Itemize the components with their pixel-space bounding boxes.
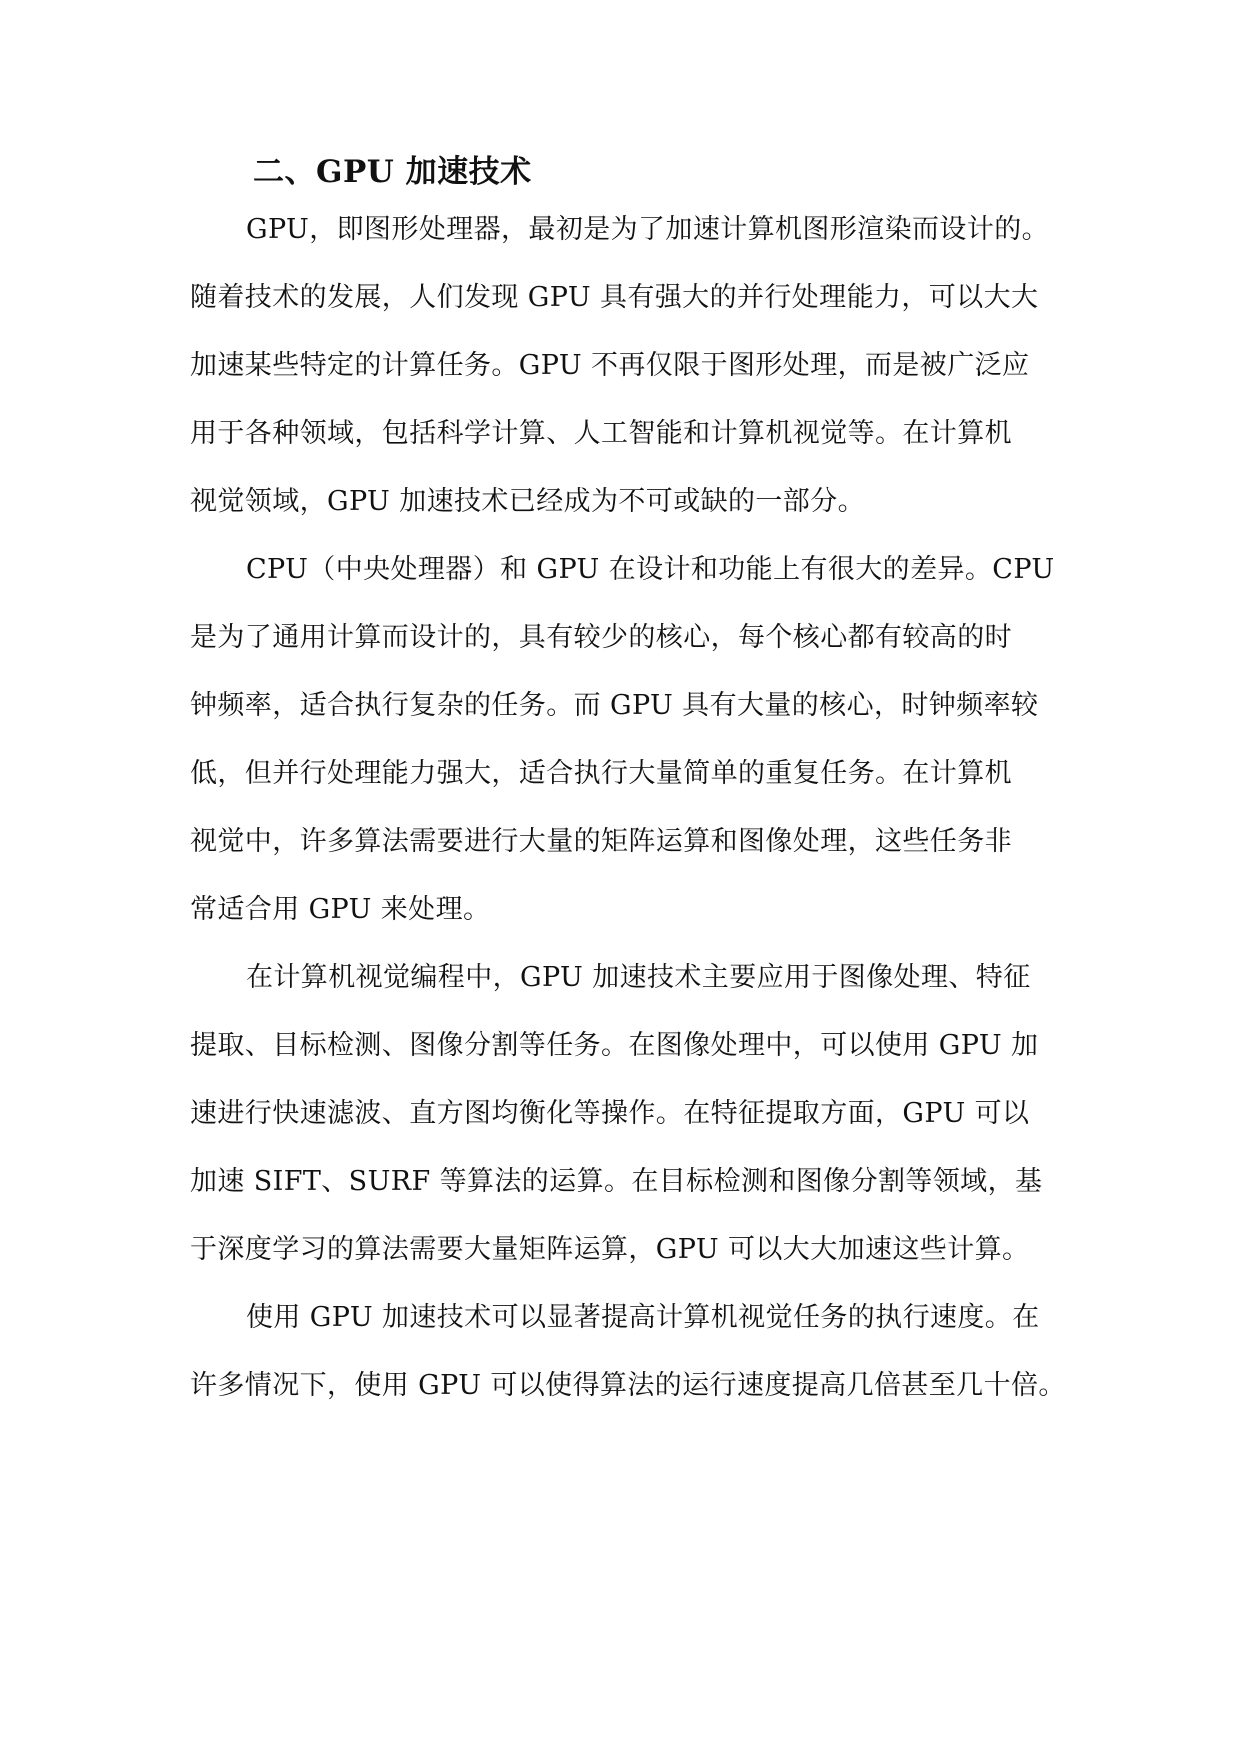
- paragraph-3-line-5: 于深度学习的算法需要大量矩阵运算，GPU 可以大大加速这些计算。: [190, 1234, 1030, 1265]
- paragraph-1-line-1: GPU，即图形处理器，最初是为了加速计算机图形渲染而设计的。: [246, 214, 1050, 245]
- paragraph-3-line-1: 在计算机视觉编程中，GPU 加速技术主要应用于图像处理、特征: [246, 962, 1031, 993]
- paragraph-1-line-3: 加速某些特定的计算任务。GPU 不再仅限于图形处理，而是被广泛应: [190, 350, 1030, 381]
- paragraph-2-line-6: 常适合用 GPU 来处理。: [190, 894, 491, 925]
- paragraph-2-line-3: 钟频率，适合执行复杂的任务。而 GPU 具有大量的核心，时钟频率较: [190, 690, 1039, 721]
- paragraph-4-line-2: 许多情况下，使用 GPU 可以使得算法的运行速度提高几倍甚至几十倍。: [190, 1370, 1066, 1401]
- paragraph-2-line-1: CPU（中央处理器）和 GPU 在设计和功能上有很大的差异。CPU: [246, 554, 1055, 585]
- paragraph-2-line-4: 低，但并行处理能力强大，适合执行大量简单的重复任务。在计算机: [190, 758, 1012, 789]
- paragraph-3-line-3: 速进行快速滤波、直方图均衡化等操作。在特征提取方面，GPU 可以: [190, 1098, 1030, 1129]
- paragraph-4-line-1: 使用 GPU 加速技术可以显著提高计算机视觉任务的执行速度。在: [246, 1302, 1040, 1333]
- section-heading: 二、GPU 加速技术: [253, 154, 532, 190]
- paragraph-3-line-4: 加速 SIFT、SURF 等算法的运算。在目标检测和图像分割等领域，基: [190, 1166, 1043, 1197]
- paragraph-1-line-4: 用于各种领域，包括科学计算、人工智能和计算机视觉等。在计算机: [190, 418, 1012, 449]
- paragraph-2-line-2: 是为了通用计算而设计的，具有较少的核心，每个核心都有较高的时: [190, 622, 1012, 653]
- paragraph-3-line-2: 提取、目标检测、图像分割等任务。在图像处理中，可以使用 GPU 加: [190, 1030, 1039, 1061]
- paragraph-1-line-5: 视觉领域，GPU 加速技术已经成为不可或缺的一部分。: [190, 486, 865, 517]
- paragraph-1-line-2: 随着技术的发展，人们发现 GPU 具有强大的并行处理能力，可以大大: [190, 282, 1039, 313]
- paragraph-2-line-5: 视觉中，许多算法需要进行大量的矩阵运算和图像处理，这些任务非: [190, 826, 1012, 857]
